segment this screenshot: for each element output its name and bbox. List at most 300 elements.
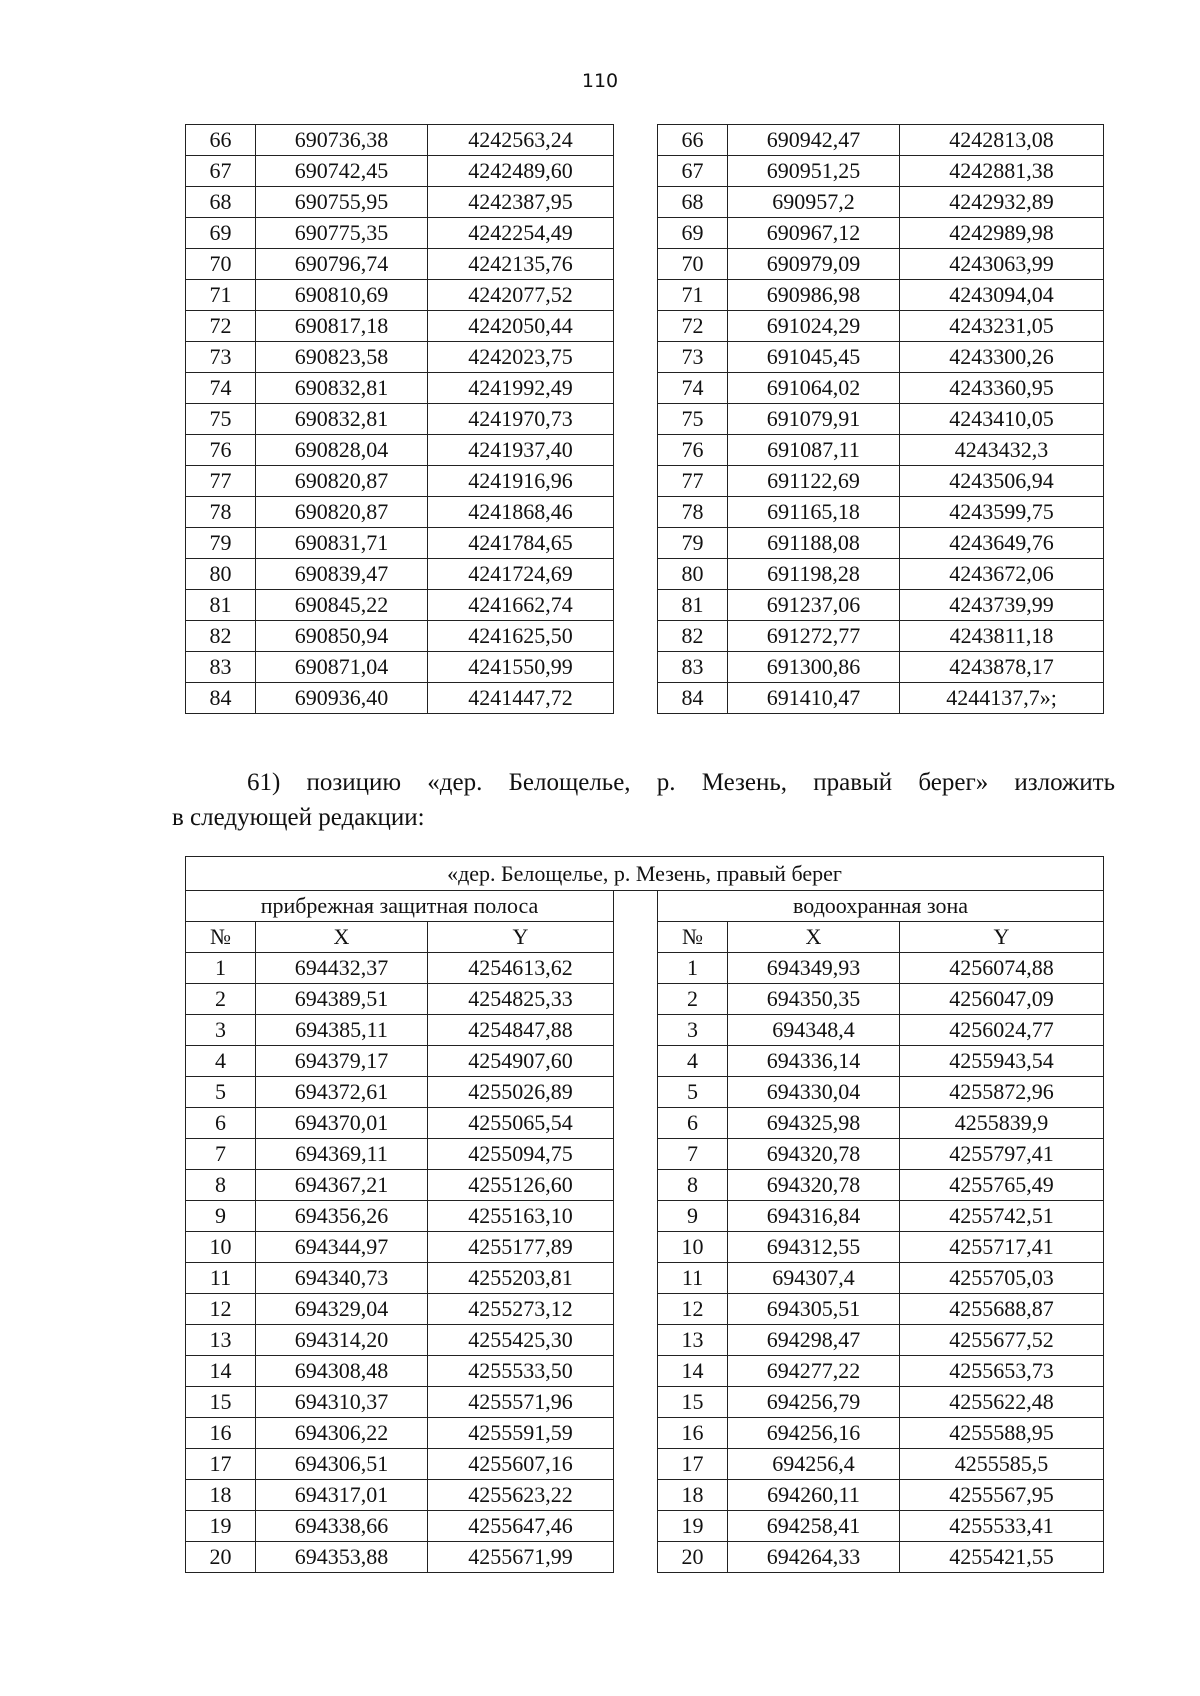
y-coordinate: 4255839,9 [900, 1108, 1104, 1139]
x-coordinate: 691272,77 [728, 621, 900, 652]
point-number: 17 [658, 1449, 728, 1480]
point-number: 84 [658, 683, 728, 714]
gap-cell [614, 953, 658, 984]
x-coordinate: 694317,01 [256, 1480, 428, 1511]
column-header-y: Y [428, 922, 614, 953]
y-coordinate: 4243672,06 [900, 559, 1104, 590]
gap-cell [614, 1325, 658, 1356]
x-coordinate: 694256,16 [728, 1418, 900, 1449]
column-header-row [186, 922, 1104, 953]
y-coordinate: 4255705,03 [900, 1263, 1104, 1294]
y-coordinate: 4256074,88 [900, 953, 1104, 984]
gap-cell [614, 342, 658, 373]
gap-cell [614, 1356, 658, 1387]
gap-cell [614, 218, 658, 249]
x-coordinate: 690986,98 [728, 280, 900, 311]
point-number: 15 [186, 1387, 256, 1418]
gap-cell [614, 891, 658, 922]
x-coordinate: 690951,25 [728, 156, 900, 187]
point-number: 6 [658, 1108, 728, 1139]
x-coordinate: 694298,47 [728, 1325, 900, 1356]
gap-cell [614, 922, 658, 953]
gap-cell [614, 373, 658, 404]
point-number: 70 [186, 249, 256, 280]
x-coordinate: 691188,08 [728, 528, 900, 559]
y-coordinate: 4242023,75 [428, 342, 614, 373]
point-number: 80 [186, 559, 256, 590]
y-coordinate: 4244137,7»; [900, 683, 1104, 714]
x-coordinate: 690850,94 [256, 621, 428, 652]
table-row [186, 1356, 1104, 1387]
table-row [186, 1201, 1104, 1232]
point-number: 76 [658, 435, 728, 466]
gap-cell [614, 1108, 658, 1139]
y-coordinate: 4255765,49 [900, 1170, 1104, 1201]
coordinates-table-body [186, 125, 1104, 714]
table-row [186, 1170, 1104, 1201]
gap-cell [614, 528, 658, 559]
gap-cell [614, 466, 658, 497]
y-coordinate: 4242563,24 [428, 125, 614, 156]
point-number: 5 [658, 1077, 728, 1108]
gap-cell [614, 1294, 658, 1325]
table-row [186, 683, 1104, 714]
table-row [186, 984, 1104, 1015]
point-number: 12 [658, 1294, 728, 1325]
point-number: 16 [186, 1418, 256, 1449]
point-number: 14 [186, 1356, 256, 1387]
y-coordinate: 4255571,96 [428, 1387, 614, 1418]
gap-cell [614, 125, 658, 156]
y-coordinate: 4254613,62 [428, 953, 614, 984]
point-number: 67 [658, 156, 728, 187]
y-coordinate: 4242489,60 [428, 156, 614, 187]
point-number: 80 [658, 559, 728, 590]
point-number: 73 [186, 342, 256, 373]
x-coordinate: 694264,33 [728, 1542, 900, 1573]
y-coordinate: 4241625,50 [428, 621, 614, 652]
point-number: 17 [186, 1449, 256, 1480]
amendment-text-line-1: 61) позицию «дер. Белощелье, р. Мезень, правый берег» изложить [247, 769, 1115, 796]
x-coordinate: 691165,18 [728, 497, 900, 528]
point-number: 81 [658, 590, 728, 621]
x-coordinate: 694310,37 [256, 1387, 428, 1418]
point-number: 82 [658, 621, 728, 652]
column-header-y: Y [900, 922, 1104, 953]
table-row [186, 621, 1104, 652]
point-number: 2 [658, 984, 728, 1015]
y-coordinate: 4242254,49 [428, 218, 614, 249]
gap-cell [614, 652, 658, 683]
gap-cell [614, 1387, 658, 1418]
y-coordinate: 4255677,52 [900, 1325, 1104, 1356]
table-row [186, 1015, 1104, 1046]
y-coordinate: 4255533,50 [428, 1356, 614, 1387]
point-number: 8 [658, 1170, 728, 1201]
point-number: 18 [186, 1480, 256, 1511]
section-water-protection-zone: водоохранная зона [658, 891, 1104, 922]
x-coordinate: 690820,87 [256, 466, 428, 497]
point-number: 83 [658, 652, 728, 683]
point-number: 9 [658, 1201, 728, 1232]
x-coordinate: 694312,55 [728, 1232, 900, 1263]
y-coordinate: 4255591,59 [428, 1418, 614, 1449]
x-coordinate: 694338,66 [256, 1511, 428, 1542]
point-number: 7 [658, 1139, 728, 1170]
point-number: 9 [186, 1201, 256, 1232]
y-coordinate: 4256024,77 [900, 1015, 1104, 1046]
x-coordinate: 694305,51 [728, 1294, 900, 1325]
x-coordinate: 690967,12 [728, 218, 900, 249]
y-coordinate: 4243231,05 [900, 311, 1104, 342]
point-number: 75 [658, 404, 728, 435]
point-number: 77 [186, 466, 256, 497]
y-coordinate: 4241992,49 [428, 373, 614, 404]
table-row [186, 1511, 1104, 1542]
point-number: 68 [658, 187, 728, 218]
x-coordinate: 690942,47 [728, 125, 900, 156]
y-coordinate: 4241970,73 [428, 404, 614, 435]
table-row [186, 156, 1104, 187]
table-row [186, 1139, 1104, 1170]
point-number: 84 [186, 683, 256, 714]
x-coordinate: 691237,06 [728, 590, 900, 621]
column-header-x: X [728, 922, 900, 953]
x-coordinate: 694325,98 [728, 1108, 900, 1139]
x-coordinate: 690796,74 [256, 249, 428, 280]
x-coordinate: 694320,78 [728, 1139, 900, 1170]
x-coordinate: 694329,04 [256, 1294, 428, 1325]
gap-cell [614, 249, 658, 280]
y-coordinate: 4255943,54 [900, 1046, 1104, 1077]
x-coordinate: 694306,51 [256, 1449, 428, 1480]
y-coordinate: 4243360,95 [900, 373, 1104, 404]
gap-cell [614, 621, 658, 652]
y-coordinate: 4255273,12 [428, 1294, 614, 1325]
table-row [186, 1046, 1104, 1077]
x-coordinate: 691087,11 [728, 435, 900, 466]
x-coordinate: 690832,81 [256, 373, 428, 404]
y-coordinate: 4255588,95 [900, 1418, 1104, 1449]
gap-cell [614, 1480, 658, 1511]
coordinates-table-continued [185, 124, 1104, 714]
table-row [186, 435, 1104, 466]
y-coordinate: 4243063,99 [900, 249, 1104, 280]
x-coordinate: 690755,95 [256, 187, 428, 218]
table-row [186, 1263, 1104, 1294]
x-coordinate: 690845,22 [256, 590, 428, 621]
point-number: 78 [658, 497, 728, 528]
x-coordinate: 694350,35 [728, 984, 900, 1015]
point-number: 20 [658, 1542, 728, 1573]
x-coordinate: 694385,11 [256, 1015, 428, 1046]
point-number: 75 [186, 404, 256, 435]
y-coordinate: 4243811,18 [900, 621, 1104, 652]
x-coordinate: 694367,21 [256, 1170, 428, 1201]
x-coordinate: 694308,48 [256, 1356, 428, 1387]
point-number: 2 [186, 984, 256, 1015]
point-number: 3 [186, 1015, 256, 1046]
table-row [186, 1542, 1104, 1573]
table-row [186, 1108, 1104, 1139]
x-coordinate: 694316,84 [728, 1201, 900, 1232]
point-number: 16 [658, 1418, 728, 1449]
point-number: 73 [658, 342, 728, 373]
x-coordinate: 694349,93 [728, 953, 900, 984]
x-coordinate: 694260,11 [728, 1480, 900, 1511]
point-number: 1 [658, 953, 728, 984]
y-coordinate: 4242077,52 [428, 280, 614, 311]
x-coordinate: 691064,02 [728, 373, 900, 404]
y-coordinate: 4241916,96 [428, 466, 614, 497]
gap-cell [614, 1170, 658, 1201]
gap-cell [614, 435, 658, 466]
point-number: 13 [658, 1325, 728, 1356]
x-coordinate: 694336,14 [728, 1046, 900, 1077]
y-coordinate: 4242881,38 [900, 156, 1104, 187]
y-coordinate: 4241447,72 [428, 683, 614, 714]
point-number: 79 [186, 528, 256, 559]
y-coordinate: 4255623,22 [428, 1480, 614, 1511]
coordinates-table-body [186, 953, 1104, 1573]
table-row [186, 249, 1104, 280]
point-number: 18 [658, 1480, 728, 1511]
y-coordinate: 4242135,76 [428, 249, 614, 280]
x-coordinate: 694389,51 [256, 984, 428, 1015]
table-row [186, 342, 1104, 373]
y-coordinate: 4242932,89 [900, 187, 1104, 218]
gap-cell [614, 404, 658, 435]
gap-cell [614, 559, 658, 590]
y-coordinate: 4255622,48 [900, 1387, 1104, 1418]
gap-cell [614, 1046, 658, 1077]
x-coordinate: 691122,69 [728, 466, 900, 497]
gap-cell [614, 311, 658, 342]
y-coordinate: 4242050,44 [428, 311, 614, 342]
table-title: «дер. Белощелье, р. Мезень, правый берег [186, 857, 1104, 891]
gap-cell [614, 1201, 658, 1232]
table-row [186, 1232, 1104, 1263]
gap-cell [614, 1449, 658, 1480]
table-row [186, 1449, 1104, 1480]
y-coordinate: 4255797,41 [900, 1139, 1104, 1170]
y-coordinate: 4256047,09 [900, 984, 1104, 1015]
y-coordinate: 4241784,65 [428, 528, 614, 559]
table-row [186, 218, 1104, 249]
y-coordinate: 4255026,89 [428, 1077, 614, 1108]
point-number: 70 [658, 249, 728, 280]
y-coordinate: 4255163,10 [428, 1201, 614, 1232]
x-coordinate: 690831,71 [256, 528, 428, 559]
y-coordinate: 4241868,46 [428, 497, 614, 528]
point-number: 79 [658, 528, 728, 559]
x-coordinate: 691079,91 [728, 404, 900, 435]
gap-cell [614, 1511, 658, 1542]
point-number: 8 [186, 1170, 256, 1201]
x-coordinate: 690832,81 [256, 404, 428, 435]
amendment-paragraph [172, 765, 1115, 835]
point-number: 13 [186, 1325, 256, 1356]
y-coordinate: 4254847,88 [428, 1015, 614, 1046]
y-coordinate: 4255533,41 [900, 1511, 1104, 1542]
table-row [186, 590, 1104, 621]
gap-cell [614, 1139, 658, 1170]
y-coordinate: 4255671,99 [428, 1542, 614, 1573]
table-row [186, 1387, 1104, 1418]
table-row [186, 497, 1104, 528]
table-row [186, 652, 1104, 683]
x-coordinate: 694320,78 [728, 1170, 900, 1201]
point-number: 10 [658, 1232, 728, 1263]
table-row [186, 1294, 1104, 1325]
gap-cell [614, 187, 658, 218]
point-number: 7 [186, 1139, 256, 1170]
y-coordinate: 4242989,98 [900, 218, 1104, 249]
point-number: 69 [658, 218, 728, 249]
point-number: 66 [186, 125, 256, 156]
x-coordinate: 694356,26 [256, 1201, 428, 1232]
y-coordinate: 4241937,40 [428, 435, 614, 466]
x-coordinate: 694369,11 [256, 1139, 428, 1170]
x-coordinate: 691198,28 [728, 559, 900, 590]
x-coordinate: 694379,17 [256, 1046, 428, 1077]
column-header-x: X [256, 922, 428, 953]
y-coordinate: 4255126,60 [428, 1170, 614, 1201]
y-coordinate: 4255653,73 [900, 1356, 1104, 1387]
x-coordinate: 691024,29 [728, 311, 900, 342]
x-coordinate: 694370,01 [256, 1108, 428, 1139]
x-coordinate: 690742,45 [256, 156, 428, 187]
table-row [186, 280, 1104, 311]
y-coordinate: 4255094,75 [428, 1139, 614, 1170]
gap-cell [614, 497, 658, 528]
point-number: 72 [186, 311, 256, 342]
x-coordinate: 694353,88 [256, 1542, 428, 1573]
section-header-row [186, 891, 1104, 922]
point-number: 3 [658, 1015, 728, 1046]
table-row [186, 1077, 1104, 1108]
x-coordinate: 694306,22 [256, 1418, 428, 1449]
y-coordinate: 4243094,04 [900, 280, 1104, 311]
page-number: 110 [581, 70, 619, 92]
x-coordinate: 691045,45 [728, 342, 900, 373]
x-coordinate: 694344,97 [256, 1232, 428, 1263]
table-row [186, 311, 1104, 342]
x-coordinate: 690820,87 [256, 497, 428, 528]
y-coordinate: 4254825,33 [428, 984, 614, 1015]
y-coordinate: 4243599,75 [900, 497, 1104, 528]
point-number: 72 [658, 311, 728, 342]
y-coordinate: 4243649,76 [900, 528, 1104, 559]
column-header-number: № [658, 922, 728, 953]
y-coordinate: 4255742,51 [900, 1201, 1104, 1232]
x-coordinate: 694372,61 [256, 1077, 428, 1108]
point-number: 11 [186, 1263, 256, 1294]
point-number: 71 [658, 280, 728, 311]
coordinates-table-beloshchelye [185, 856, 1104, 1573]
amendment-text-line-2: в следующей редакции: [172, 804, 425, 831]
gap-cell [614, 1542, 658, 1573]
y-coordinate: 4243432,3 [900, 435, 1104, 466]
y-coordinate: 4242813,08 [900, 125, 1104, 156]
y-coordinate: 4243300,26 [900, 342, 1104, 373]
gap-cell [614, 1418, 658, 1449]
y-coordinate: 4243506,94 [900, 466, 1104, 497]
y-coordinate: 4255425,30 [428, 1325, 614, 1356]
point-number: 81 [186, 590, 256, 621]
y-coordinate: 4255688,87 [900, 1294, 1104, 1325]
gap-cell [614, 984, 658, 1015]
x-coordinate: 694256,4 [728, 1449, 900, 1480]
x-coordinate: 690839,47 [256, 559, 428, 590]
y-coordinate: 4241724,69 [428, 559, 614, 590]
table-row [186, 125, 1104, 156]
point-number: 83 [186, 652, 256, 683]
gap-cell [614, 1015, 658, 1046]
x-coordinate: 690817,18 [256, 311, 428, 342]
point-number: 5 [186, 1077, 256, 1108]
point-number: 77 [658, 466, 728, 497]
point-number: 82 [186, 621, 256, 652]
point-number: 6 [186, 1108, 256, 1139]
gap-cell [614, 280, 658, 311]
x-coordinate: 690736,38 [256, 125, 428, 156]
gap-cell [614, 1232, 658, 1263]
point-number: 20 [186, 1542, 256, 1573]
point-number: 74 [186, 373, 256, 404]
x-coordinate: 691300,86 [728, 652, 900, 683]
x-coordinate: 690810,69 [256, 280, 428, 311]
point-number: 11 [658, 1263, 728, 1294]
x-coordinate: 690775,35 [256, 218, 428, 249]
x-coordinate: 694258,41 [728, 1511, 900, 1542]
x-coordinate: 694330,04 [728, 1077, 900, 1108]
table-row [186, 559, 1104, 590]
y-coordinate: 4254907,60 [428, 1046, 614, 1077]
point-number: 4 [658, 1046, 728, 1077]
table-row [186, 1418, 1104, 1449]
point-number: 67 [186, 156, 256, 187]
point-number: 66 [658, 125, 728, 156]
x-coordinate: 690957,2 [728, 187, 900, 218]
x-coordinate: 694432,37 [256, 953, 428, 984]
point-number: 74 [658, 373, 728, 404]
y-coordinate: 4243878,17 [900, 652, 1104, 683]
table-row [186, 466, 1104, 497]
table-row [186, 187, 1104, 218]
table-title-row [186, 857, 1104, 891]
y-coordinate: 4242387,95 [428, 187, 614, 218]
point-number: 10 [186, 1232, 256, 1263]
x-coordinate: 691410,47 [728, 683, 900, 714]
y-coordinate: 4255567,95 [900, 1480, 1104, 1511]
x-coordinate: 690936,40 [256, 683, 428, 714]
x-coordinate: 690823,58 [256, 342, 428, 373]
y-coordinate: 4241550,99 [428, 652, 614, 683]
table-row [186, 528, 1104, 559]
point-number: 1 [186, 953, 256, 984]
y-coordinate: 4255872,96 [900, 1077, 1104, 1108]
x-coordinate: 690871,04 [256, 652, 428, 683]
section-coastal-strip: прибрежная защитная полоса [186, 891, 614, 922]
gap-cell [614, 1263, 658, 1294]
x-coordinate: 694277,22 [728, 1356, 900, 1387]
point-number: 19 [186, 1511, 256, 1542]
y-coordinate: 4241662,74 [428, 590, 614, 621]
x-coordinate: 694348,4 [728, 1015, 900, 1046]
x-coordinate: 694314,20 [256, 1325, 428, 1356]
gap-cell [614, 1077, 658, 1108]
